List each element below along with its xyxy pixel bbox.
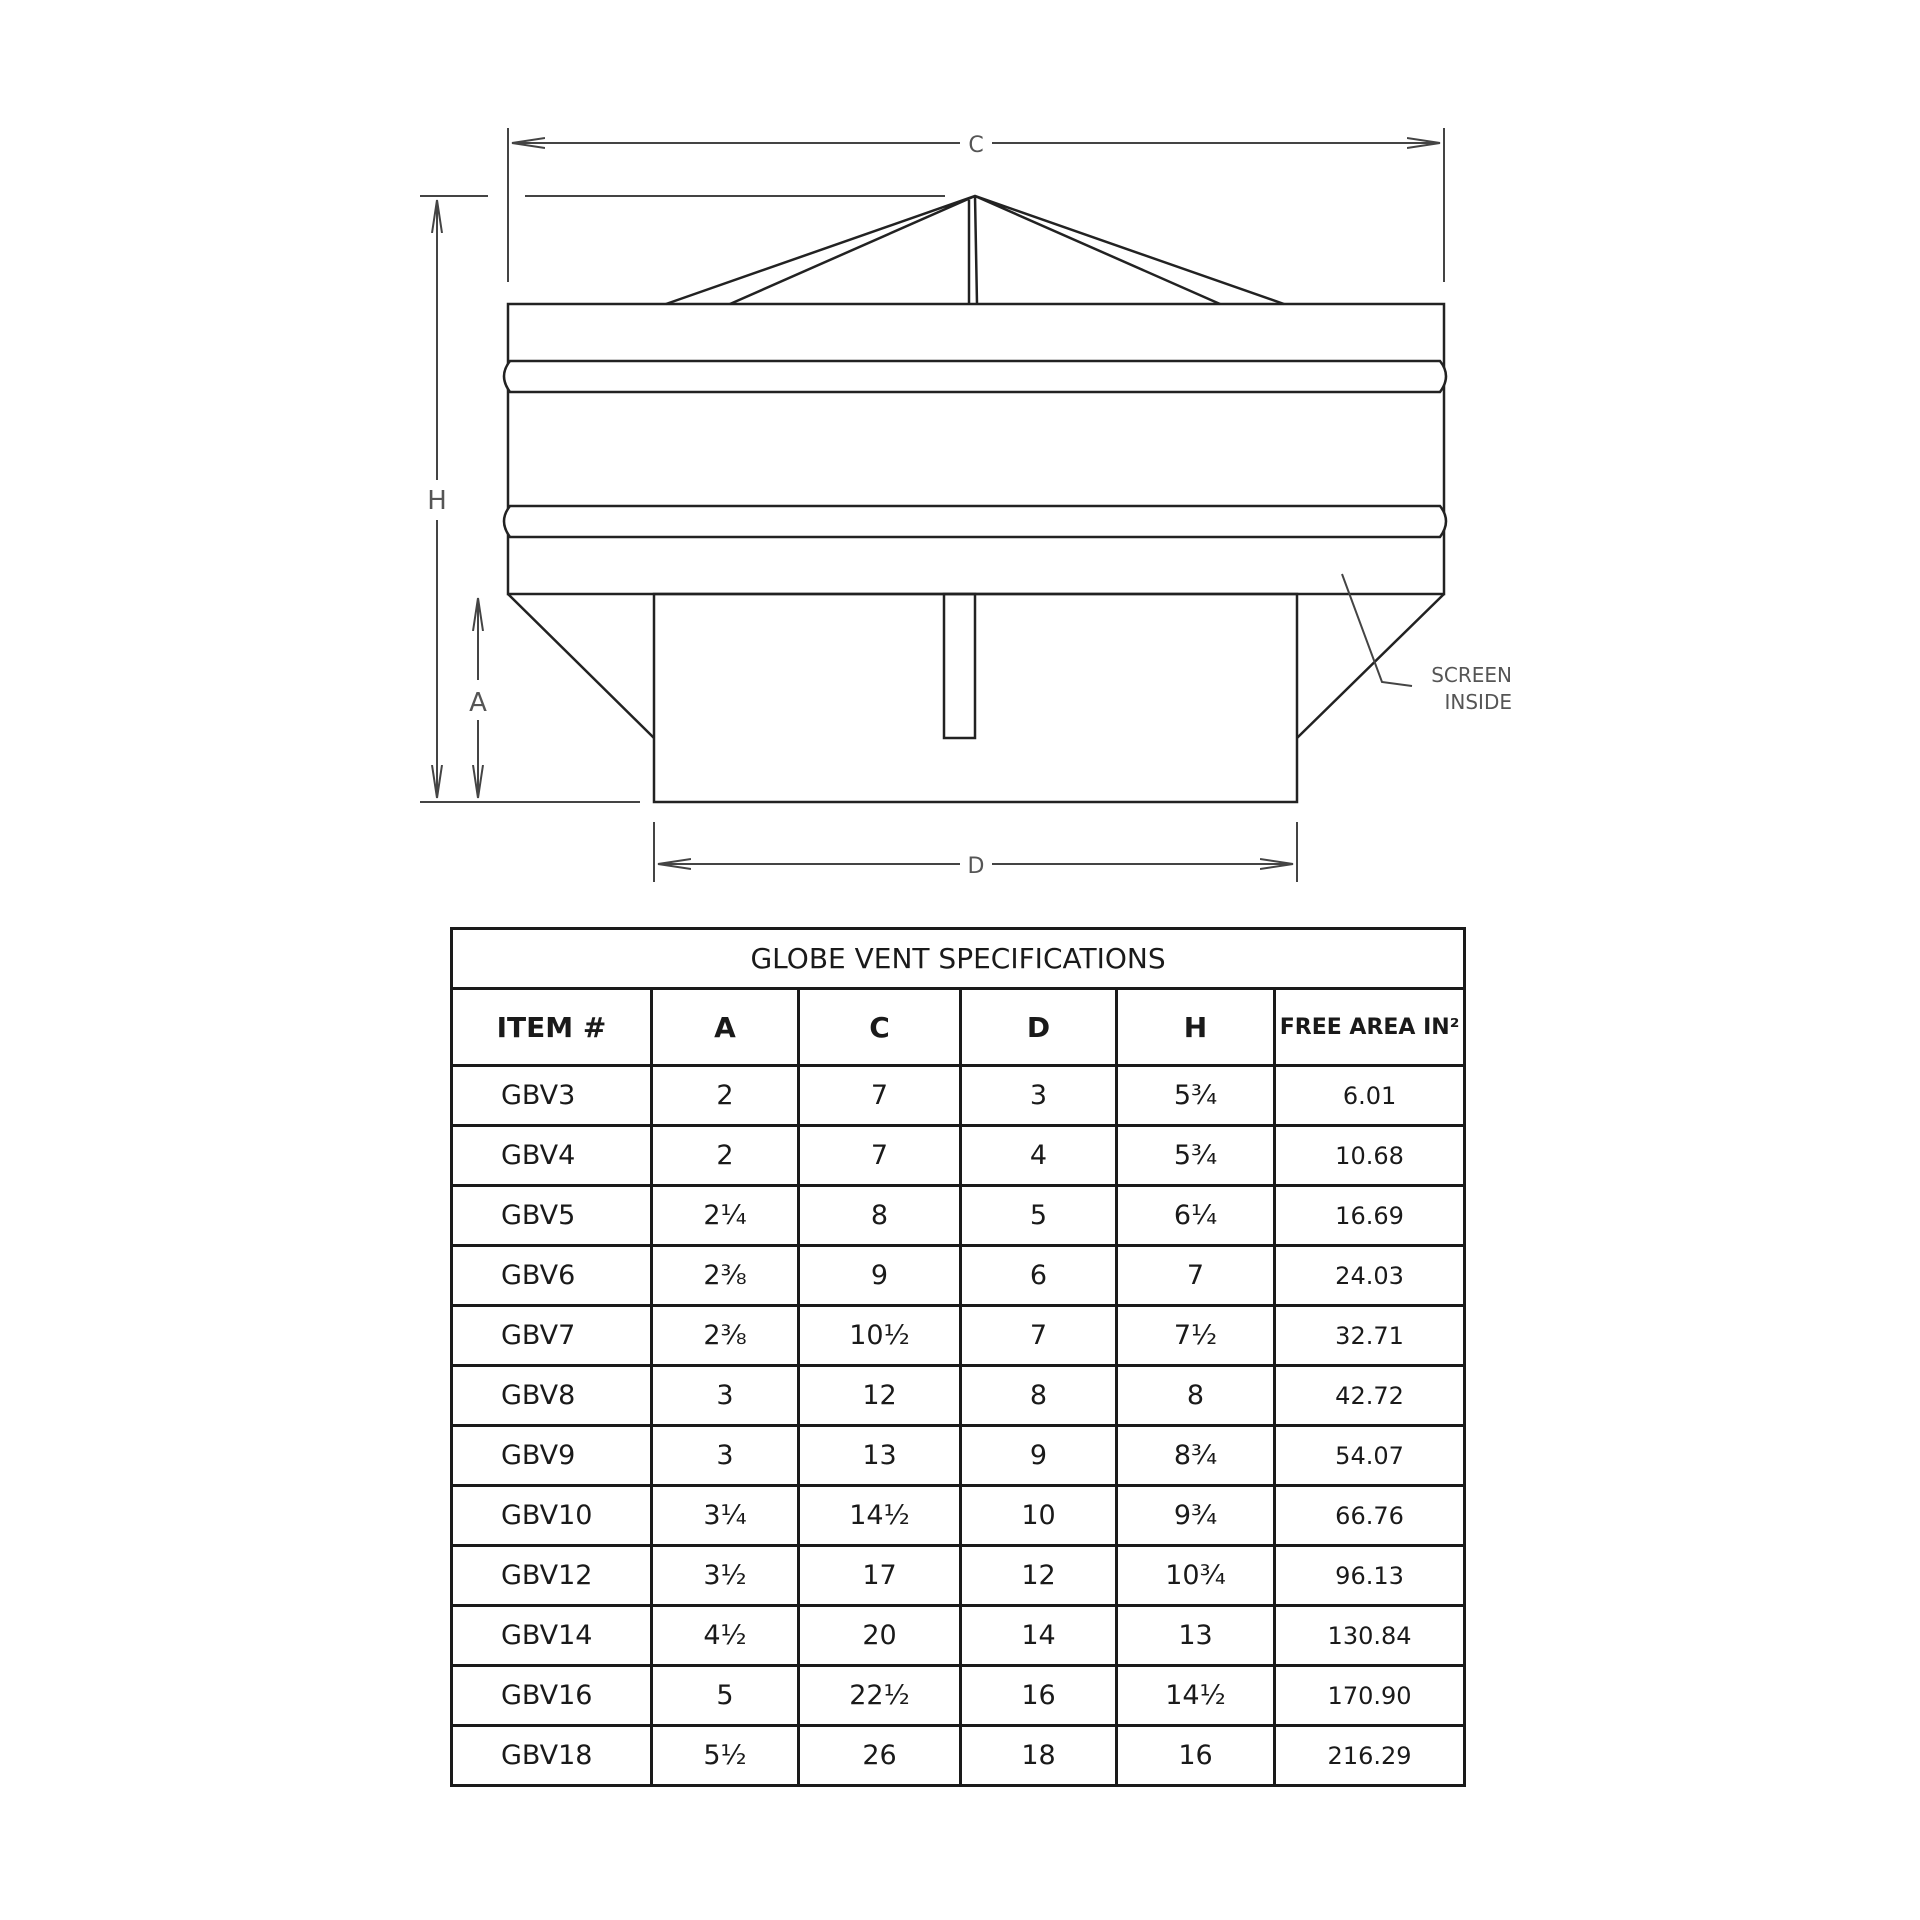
c-cell: 10½ (799, 1306, 961, 1366)
table-row (452, 1726, 1465, 1786)
d-cell: 5 (961, 1186, 1117, 1246)
c-cell: 12 (799, 1366, 961, 1426)
h-cell: 7 (1117, 1246, 1275, 1306)
table-row (452, 1066, 1465, 1126)
free-area-cell: 130.84 (1275, 1606, 1465, 1666)
a-cell: 5 (652, 1666, 799, 1726)
c-cell: 9 (799, 1246, 961, 1306)
dimension-c-label: C (968, 133, 984, 158)
vent-band-upper (504, 361, 1446, 392)
table-row (452, 1486, 1465, 1546)
table-row (452, 1246, 1465, 1306)
item-cell: GBV14 (452, 1606, 652, 1666)
item-cell: GBV18 (452, 1726, 652, 1786)
item-cell: GBV16 (452, 1666, 652, 1726)
c-cell: 26 (799, 1726, 961, 1786)
vent-band-lower (504, 506, 1446, 537)
header-d: D (961, 989, 1117, 1066)
table-row (452, 1306, 1465, 1366)
a-cell: 2 (652, 1126, 799, 1186)
a-cell: 3¼ (652, 1486, 799, 1546)
item-cell: GBV7 (452, 1306, 652, 1366)
h-cell: 5¾ (1117, 1126, 1275, 1186)
h-cell: 6¼ (1117, 1186, 1275, 1246)
h-cell: 9¾ (1117, 1486, 1275, 1546)
h-cell: 5¾ (1117, 1066, 1275, 1126)
d-cell: 10 (961, 1486, 1117, 1546)
c-cell: 7 (799, 1066, 961, 1126)
h-cell: 14½ (1117, 1666, 1275, 1726)
item-cell: GBV6 (452, 1246, 652, 1306)
free-area-cell: 54.07 (1275, 1426, 1465, 1486)
a-cell: 2¼ (652, 1186, 799, 1246)
h-cell: 16 (1117, 1726, 1275, 1786)
d-cell: 6 (961, 1246, 1117, 1306)
free-area-cell: 216.29 (1275, 1726, 1465, 1786)
vent-center-post (944, 594, 975, 738)
d-cell: 18 (961, 1726, 1117, 1786)
table-row (452, 1606, 1465, 1666)
item-cell: GBV3 (452, 1066, 652, 1126)
table-row (452, 1666, 1465, 1726)
header-a: A (652, 989, 799, 1066)
free-area-cell: 170.90 (1275, 1666, 1465, 1726)
vent-body (508, 304, 1444, 594)
vent-roof (666, 196, 1284, 304)
item-cell: GBV12 (452, 1546, 652, 1606)
c-cell: 20 (799, 1606, 961, 1666)
dimension-h-label: H (427, 486, 447, 516)
d-cell: 9 (961, 1426, 1117, 1486)
c-cell: 8 (799, 1186, 961, 1246)
globe-vent-diagram (0, 0, 1920, 900)
a-cell: 2⅜ (652, 1246, 799, 1306)
screen-callout-line-1: SCREEN (1431, 663, 1512, 687)
c-cell: 14½ (799, 1486, 961, 1546)
item-cell: GBV10 (452, 1486, 652, 1546)
free-area-cell: 66.76 (1275, 1486, 1465, 1546)
d-cell: 8 (961, 1366, 1117, 1426)
h-cell: 8¾ (1117, 1426, 1275, 1486)
h-cell: 7½ (1117, 1306, 1275, 1366)
h-cell: 13 (1117, 1606, 1275, 1666)
screen-callout-line-2: INSIDE (1444, 690, 1512, 714)
table-row (452, 1426, 1465, 1486)
d-cell: 16 (961, 1666, 1117, 1726)
free-area-cell: 42.72 (1275, 1366, 1465, 1426)
d-cell: 3 (961, 1066, 1117, 1126)
a-cell: 2 (652, 1066, 799, 1126)
header-item: ITEM # (452, 989, 652, 1066)
header-free-area: FREE AREA IN² (1275, 989, 1465, 1066)
table-row (452, 1186, 1465, 1246)
c-cell: 17 (799, 1546, 961, 1606)
header-c: C (799, 989, 961, 1066)
free-area-cell: 6.01 (1275, 1066, 1465, 1126)
a-cell: 3 (652, 1366, 799, 1426)
table-row (452, 1126, 1465, 1186)
c-cell: 7 (799, 1126, 961, 1186)
item-cell: GBV9 (452, 1426, 652, 1486)
dimension-d-label: D (967, 854, 985, 879)
free-area-cell: 32.71 (1275, 1306, 1465, 1366)
a-cell: 5½ (652, 1726, 799, 1786)
table-row (452, 1366, 1465, 1426)
vent-drawing (504, 196, 1446, 802)
table-row (452, 1546, 1465, 1606)
a-cell: 2⅜ (652, 1306, 799, 1366)
d-cell: 12 (961, 1546, 1117, 1606)
d-cell: 14 (961, 1606, 1117, 1666)
free-area-cell: 96.13 (1275, 1546, 1465, 1606)
free-area-cell: 24.03 (1275, 1246, 1465, 1306)
screen-callout-leader (1342, 574, 1412, 686)
a-cell: 3 (652, 1426, 799, 1486)
d-cell: 4 (961, 1126, 1117, 1186)
h-cell: 10¾ (1117, 1546, 1275, 1606)
specifications-table (450, 927, 1466, 1787)
c-cell: 22½ (799, 1666, 961, 1726)
a-cell: 4½ (652, 1606, 799, 1666)
item-cell: GBV4 (452, 1126, 652, 1186)
dimension-a-label: A (469, 688, 487, 718)
h-cell: 8 (1117, 1366, 1275, 1426)
header-h: H (1117, 989, 1275, 1066)
free-area-cell: 10.68 (1275, 1126, 1465, 1186)
item-cell: GBV8 (452, 1366, 652, 1426)
table-title: GLOBE VENT SPECIFICATIONS (452, 929, 1465, 989)
table-header-row (452, 989, 1465, 1066)
c-cell: 13 (799, 1426, 961, 1486)
free-area-cell: 16.69 (1275, 1186, 1465, 1246)
item-cell: GBV5 (452, 1186, 652, 1246)
a-cell: 3½ (652, 1546, 799, 1606)
table-body (452, 1066, 1465, 1786)
d-cell: 7 (961, 1306, 1117, 1366)
